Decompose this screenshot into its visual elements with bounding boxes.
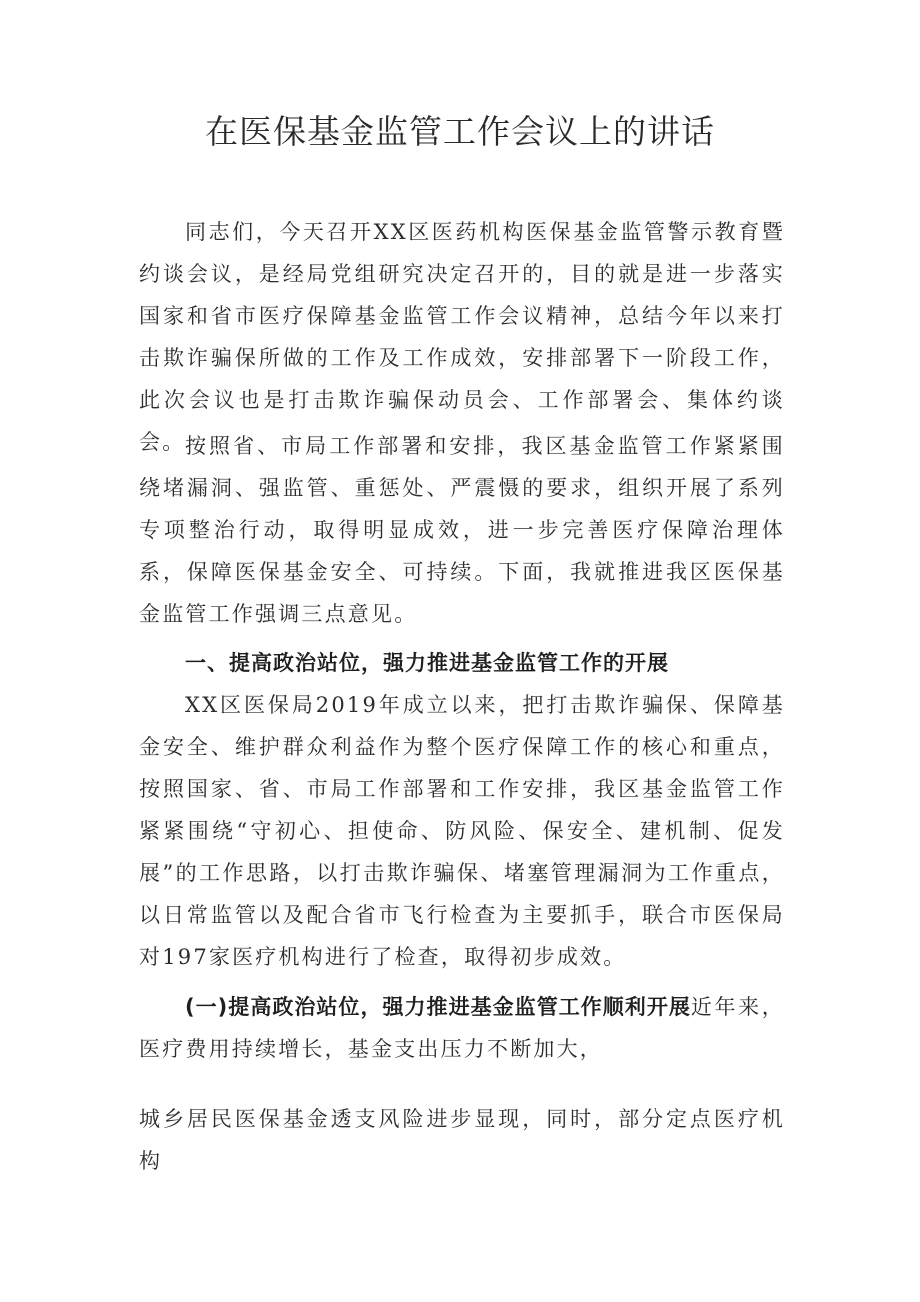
subsection-text: 近年来，医疗费用持续增长，基金支出压力不断加大， bbox=[139, 995, 785, 1061]
paragraph-opening: 同志们，今天召开XX区医药机构医保基金监管警示教育暨约谈会议，是经局党组研究决定召开的，目的就是进一步落实国家和省市医疗保障基金监管工作会议精神，总结今年以来打击欺诈骗保所做的工作及工作成效，安排部署下一阶段工作，此次会议也是打击欺诈骗保动员会、工作部署会、集体约谈会。 bbox=[139, 220, 785, 454]
document-title: 在医保基金监管工作会议上的讲话 bbox=[205, 112, 715, 151]
continuation-paragraph: 城乡居民医保基金透支风险进步显现，同时，部分定点医疗机构 bbox=[139, 1107, 785, 1173]
section-1-paragraph: XX区医保局2019年成立以来，把打击欺诈骗保、保障基金安全、维护群众利益作为整个医疗保障工作的核心和重点，按照国家、省、市局工作部署和工作安排，我区基金监管工作紧紧围绕“守初心、担使命、防风险、保安全、建机制、促发展”的工作思路，以打击欺诈骗保、堵塞管理漏洞为工作重点，以日常监管以及配合省市飞行检查为主要抓手，联合市医保局对197家医疗机构进行了检查，取得初步成效。 bbox=[139, 693, 785, 969]
section-heading-1: 一、提高政治站位，强力推进基金监管工作的开展 bbox=[185, 651, 669, 675]
subsection-heading: (一)提高政治站位，强力推进基金监管工作顺利开展 bbox=[185, 995, 691, 1019]
paragraph-overview: 按照省、市局工作部署和安排，我区基金监管工作紧紧围绕堵漏洞、强监管、重惩处、严震慑的要求，组织开展了系列专项整治行动，取得明显成效，进一步完善医疗保障治理体系，保障医保基金安全、可持续。下面，我就推进我区医保基金监管工作强调三点意见。 bbox=[139, 434, 785, 626]
subsection-paragraph bbox=[139, 986, 785, 1070]
